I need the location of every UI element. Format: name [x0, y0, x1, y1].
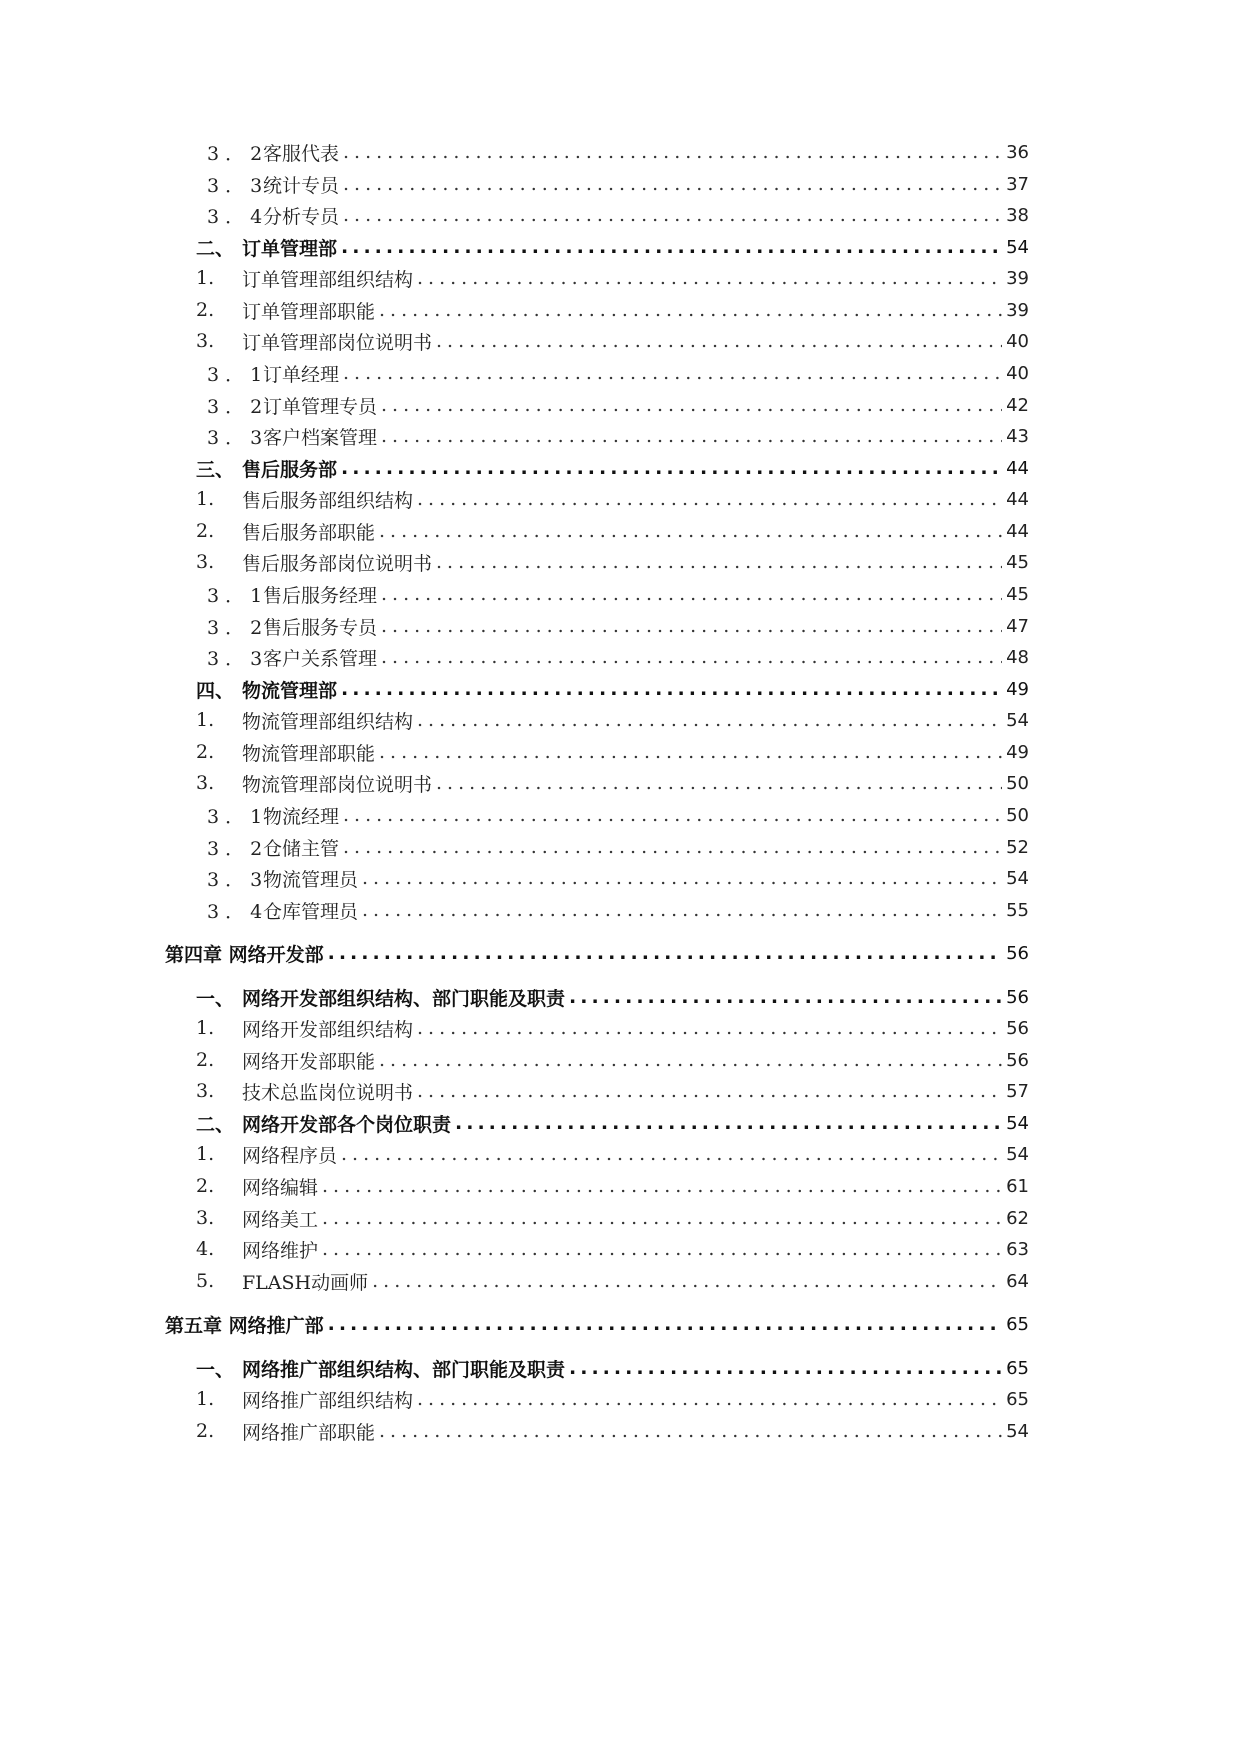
- toc-entry-number: 3．3: [207, 868, 269, 891]
- toc-entry-page: 55: [1006, 899, 1029, 921]
- toc-entry-title: 售后服务专员: [263, 616, 378, 639]
- dot-leader: [343, 141, 1002, 163]
- dot-leader: [417, 709, 1002, 731]
- toc-entry-number: 3．2: [207, 616, 269, 639]
- toc-entry-page: 45: [1006, 583, 1029, 605]
- toc-entry-title: 售后服务部组织结构: [242, 489, 414, 512]
- toc-entry-page: 64: [1006, 1270, 1029, 1292]
- toc-entry-title: 客服代表: [263, 142, 340, 165]
- toc-entry-page: 56: [1006, 942, 1029, 964]
- toc-entry-title: 分析专员: [263, 205, 340, 228]
- dot-leader: [322, 1238, 1002, 1260]
- dot-leader: [569, 986, 1002, 1008]
- toc-section-heading[interactable]: [0, 453, 1241, 483]
- toc-entry-title: 物流管理部职能: [242, 742, 376, 765]
- dot-leader: [362, 867, 1002, 889]
- toc-entry-number: 3．3: [207, 426, 269, 449]
- toc-entry-title: FLASH动画师: [242, 1271, 369, 1294]
- toc-entry-page: 65: [1006, 1388, 1029, 1410]
- toc-entry-number: 2.: [196, 299, 215, 321]
- toc-entry-title: 物流管理部: [242, 679, 338, 702]
- toc-entry[interactable]: [0, 611, 1241, 641]
- dot-leader: [417, 1080, 1002, 1102]
- dot-leader: [381, 646, 1002, 668]
- dot-leader: [341, 1143, 1002, 1165]
- toc-entry[interactable]: [0, 1234, 1241, 1264]
- toc-entry-page: 54: [1006, 709, 1029, 731]
- toc-entry[interactable]: [0, 137, 1241, 167]
- toc-entry-page: 50: [1006, 804, 1029, 826]
- toc-entry[interactable]: [0, 1384, 1241, 1414]
- toc-entry[interactable]: [0, 800, 1241, 830]
- toc-entry-title: 订单管理专员: [263, 395, 378, 418]
- dot-leader: [343, 836, 1002, 858]
- toc-chapter-heading[interactable]: [0, 938, 1241, 968]
- toc-entry-number: 四、: [196, 679, 235, 702]
- toc-entry-number: 一、: [196, 1358, 235, 1381]
- toc-entry-title: 网络推广部组织结构: [242, 1389, 414, 1412]
- toc-entry-title: 第四章 网络开发部: [165, 943, 324, 966]
- toc-entry[interactable]: [0, 390, 1241, 420]
- toc-entry[interactable]: [0, 1203, 1241, 1233]
- toc-entry-title: 仓储主管: [263, 837, 340, 860]
- toc-entry-number: 3.: [196, 551, 215, 573]
- toc-entry-title: 订单管理部组织结构: [242, 268, 414, 291]
- toc-entry-title: 网络编辑: [242, 1176, 319, 1199]
- toc-entry-title: 订单经理: [263, 363, 340, 386]
- dot-leader: [341, 236, 1002, 258]
- dot-leader: [379, 299, 1002, 321]
- toc-entry-page: 44: [1006, 520, 1029, 542]
- toc-entry[interactable]: [0, 1266, 1241, 1296]
- dot-leader: [436, 772, 1002, 794]
- toc-entry-title: 网络开发部组织结构、部门职能及职责: [242, 987, 566, 1010]
- toc-entry-number: 三、: [196, 458, 235, 481]
- toc-entry-page: 54: [1006, 1112, 1029, 1134]
- toc-entry[interactable]: [0, 737, 1241, 767]
- dot-leader: [436, 551, 1002, 573]
- toc-entry-page: 50: [1006, 772, 1029, 794]
- toc-entry[interactable]: [0, 1139, 1241, 1169]
- toc-entry-number: 1.: [196, 709, 215, 731]
- toc-entry-title: 订单管理部岗位说明书: [242, 331, 433, 354]
- toc-entry[interactable]: [0, 1416, 1241, 1446]
- toc-entry-page: 56: [1006, 1049, 1029, 1071]
- toc-entry-number: 3．1: [207, 363, 269, 386]
- toc-entry-number: 3.: [196, 772, 215, 794]
- dot-leader: [341, 457, 1002, 479]
- dot-leader: [379, 1049, 1002, 1071]
- dot-leader: [343, 804, 1002, 826]
- toc-entry[interactable]: [0, 1013, 1241, 1043]
- dot-leader: [569, 1357, 1002, 1379]
- toc-entry[interactable]: [0, 1045, 1241, 1075]
- dot-leader: [379, 1420, 1002, 1442]
- toc-entry-number: 2.: [196, 520, 215, 542]
- toc-entry-title: 网络开发部组织结构: [242, 1018, 414, 1041]
- toc-entry-number: 3．4: [207, 900, 269, 923]
- dot-leader: [381, 394, 1002, 416]
- dot-leader: [372, 1270, 1002, 1292]
- toc-entry-page: 38: [1006, 204, 1029, 226]
- toc-entry-number: 3.: [196, 330, 215, 352]
- toc-entry-number: 1.: [196, 267, 215, 289]
- dot-leader: [343, 362, 1002, 384]
- toc-entry-page: 48: [1006, 646, 1029, 668]
- dot-leader: [379, 741, 1002, 763]
- dot-leader: [322, 1175, 1002, 1197]
- toc-entry[interactable]: [0, 863, 1241, 893]
- toc-entry[interactable]: [0, 705, 1241, 735]
- toc-entry-page: 44: [1006, 457, 1029, 479]
- toc-entry-title: 订单管理部职能: [242, 300, 376, 323]
- toc-entry-page: 37: [1006, 173, 1029, 195]
- toc-entry-number: 一、: [196, 987, 235, 1010]
- toc-entry-number: 3.: [196, 1207, 215, 1229]
- toc-entry-page: 52: [1006, 836, 1029, 858]
- dot-leader: [362, 899, 1002, 921]
- toc-entry-number: 2.: [196, 1175, 215, 1197]
- toc-entry-page: 44: [1006, 488, 1029, 510]
- toc-entry-page: 56: [1006, 986, 1029, 1008]
- toc-entry[interactable]: [0, 326, 1241, 356]
- dot-leader: [381, 615, 1002, 637]
- toc-entry-number: 1.: [196, 1388, 215, 1410]
- toc-entry-title: 客户档案管理: [263, 426, 378, 449]
- toc-entry-number: 3．2: [207, 395, 269, 418]
- dot-leader: [379, 520, 1002, 542]
- toc-entry-title: 物流管理员: [263, 868, 359, 891]
- toc-entry[interactable]: [0, 295, 1241, 325]
- toc-entry-page: 54: [1006, 867, 1029, 889]
- toc-entry-number: 3.: [196, 1080, 215, 1102]
- toc-entry-title: 网络开发部各个岗位职责: [242, 1113, 452, 1136]
- toc-entry-page: 40: [1006, 362, 1029, 384]
- dot-leader: [343, 173, 1002, 195]
- toc-entry-page: 61: [1006, 1175, 1029, 1197]
- toc-entry-number: 1.: [196, 1017, 215, 1039]
- toc-entry-number: 3．3: [207, 174, 269, 197]
- toc-entry-page: 45: [1006, 551, 1029, 573]
- toc-entry-page: 57: [1006, 1080, 1029, 1102]
- toc-entry-title: 统计专员: [263, 174, 340, 197]
- toc-entry-page: 63: [1006, 1238, 1029, 1260]
- toc-entry[interactable]: [0, 484, 1241, 514]
- toc-entry[interactable]: [0, 1076, 1241, 1106]
- dot-leader: [417, 1017, 1002, 1039]
- toc-section-heading[interactable]: [0, 232, 1241, 262]
- toc-entry-number: 二、: [196, 1113, 235, 1136]
- toc-entry-number: 3．4: [207, 205, 269, 228]
- toc-entry-number: 3．2: [207, 837, 269, 860]
- toc-entry-number: 4.: [196, 1238, 215, 1260]
- toc-entry-number: 1.: [196, 1143, 215, 1165]
- toc-entry[interactable]: [0, 547, 1241, 577]
- toc-entry-number: 二、: [196, 237, 235, 260]
- dot-leader: [328, 1313, 1002, 1335]
- toc-entry[interactable]: [0, 642, 1241, 672]
- toc-entry-page: 49: [1006, 741, 1029, 763]
- toc-entry-page: 62: [1006, 1207, 1029, 1229]
- toc-entry-title: 第五章 网络推广部: [165, 1314, 324, 1337]
- toc-entry-page: 49: [1006, 678, 1029, 700]
- toc-entry[interactable]: [0, 832, 1241, 862]
- toc-entry-page: 39: [1006, 299, 1029, 321]
- toc-entry-page: 36: [1006, 141, 1029, 163]
- dot-leader: [328, 942, 1002, 964]
- toc-entry-page: 40: [1006, 330, 1029, 352]
- toc-entry-title: 售后服务经理: [263, 584, 378, 607]
- toc-entry-title: 客户关系管理: [263, 647, 378, 670]
- toc-section-heading[interactable]: [0, 1108, 1241, 1138]
- toc-entry[interactable]: [0, 421, 1241, 451]
- toc-entry-number: 5.: [196, 1270, 215, 1292]
- toc-entry-title: 网络美工: [242, 1208, 319, 1231]
- toc-entry[interactable]: [0, 768, 1241, 798]
- dot-leader: [436, 330, 1002, 352]
- toc-entry-page: 65: [1006, 1313, 1029, 1335]
- toc-entry-title: 网络开发部职能: [242, 1050, 376, 1073]
- toc-section-heading[interactable]: [0, 1353, 1241, 1383]
- toc-entry[interactable]: [0, 169, 1241, 199]
- toc-entry-title: 售后服务部: [242, 458, 338, 481]
- toc-entry-page: 47: [1006, 615, 1029, 637]
- toc-entry-page: 42: [1006, 394, 1029, 416]
- toc-entry-title: 售后服务部岗位说明书: [242, 552, 433, 575]
- toc-entry[interactable]: [0, 263, 1241, 293]
- toc-entry[interactable]: [0, 200, 1241, 230]
- toc-entry-page: 54: [1006, 1143, 1029, 1165]
- toc-entry-number: 2.: [196, 1420, 215, 1442]
- dot-leader: [417, 1388, 1002, 1410]
- toc-entry-number: 3．2: [207, 142, 269, 165]
- toc-entry[interactable]: [0, 358, 1241, 388]
- toc-entry-title: 订单管理部: [242, 237, 338, 260]
- toc-entry-number: 1.: [196, 488, 215, 510]
- toc-chapter-heading[interactable]: [0, 1309, 1241, 1339]
- toc-entry-title: 技术总监岗位说明书: [242, 1081, 414, 1104]
- dot-leader: [343, 204, 1002, 226]
- toc-entry-number: 2.: [196, 741, 215, 763]
- toc-entry-title: 仓库管理员: [263, 900, 359, 923]
- toc-entry-title: 网络维护: [242, 1239, 319, 1262]
- toc-entry-title: 物流管理部岗位说明书: [242, 773, 433, 796]
- dot-leader: [417, 488, 1002, 510]
- toc-section-heading[interactable]: [0, 982, 1241, 1012]
- dot-leader: [417, 267, 1002, 289]
- toc-entry-title: 售后服务部职能: [242, 521, 376, 544]
- toc-entry-page: 54: [1006, 1420, 1029, 1442]
- toc-entry-number: 2.: [196, 1049, 215, 1071]
- toc-entry-title: 网络推广部职能: [242, 1421, 376, 1444]
- dot-leader: [381, 425, 1002, 447]
- toc-entry-page: 43: [1006, 425, 1029, 447]
- toc-entry-number: 3．1: [207, 584, 269, 607]
- toc-entry-page: 39: [1006, 267, 1029, 289]
- toc-entry-page: 56: [1006, 1017, 1029, 1039]
- toc-entry-number: 3．3: [207, 647, 269, 670]
- toc-entry-title: 网络程序员: [242, 1144, 338, 1167]
- toc-entry-title: 物流管理部组织结构: [242, 710, 414, 733]
- dot-leader: [322, 1207, 1002, 1229]
- toc-entry[interactable]: [0, 1171, 1241, 1201]
- toc-entry-title: 物流经理: [263, 805, 340, 828]
- toc-entry-page: 54: [1006, 236, 1029, 258]
- dot-leader: [341, 678, 1002, 700]
- toc-entry[interactable]: [0, 579, 1241, 609]
- toc-entry-page: 65: [1006, 1357, 1029, 1379]
- toc-entry[interactable]: [0, 895, 1241, 925]
- toc-entry-title: 网络推广部组织结构、部门职能及职责: [242, 1358, 566, 1381]
- dot-leader: [381, 583, 1002, 605]
- toc-section-heading[interactable]: [0, 674, 1241, 704]
- toc-entry[interactable]: [0, 516, 1241, 546]
- toc-entry-number: 3．1: [207, 805, 269, 828]
- dot-leader: [455, 1112, 1002, 1134]
